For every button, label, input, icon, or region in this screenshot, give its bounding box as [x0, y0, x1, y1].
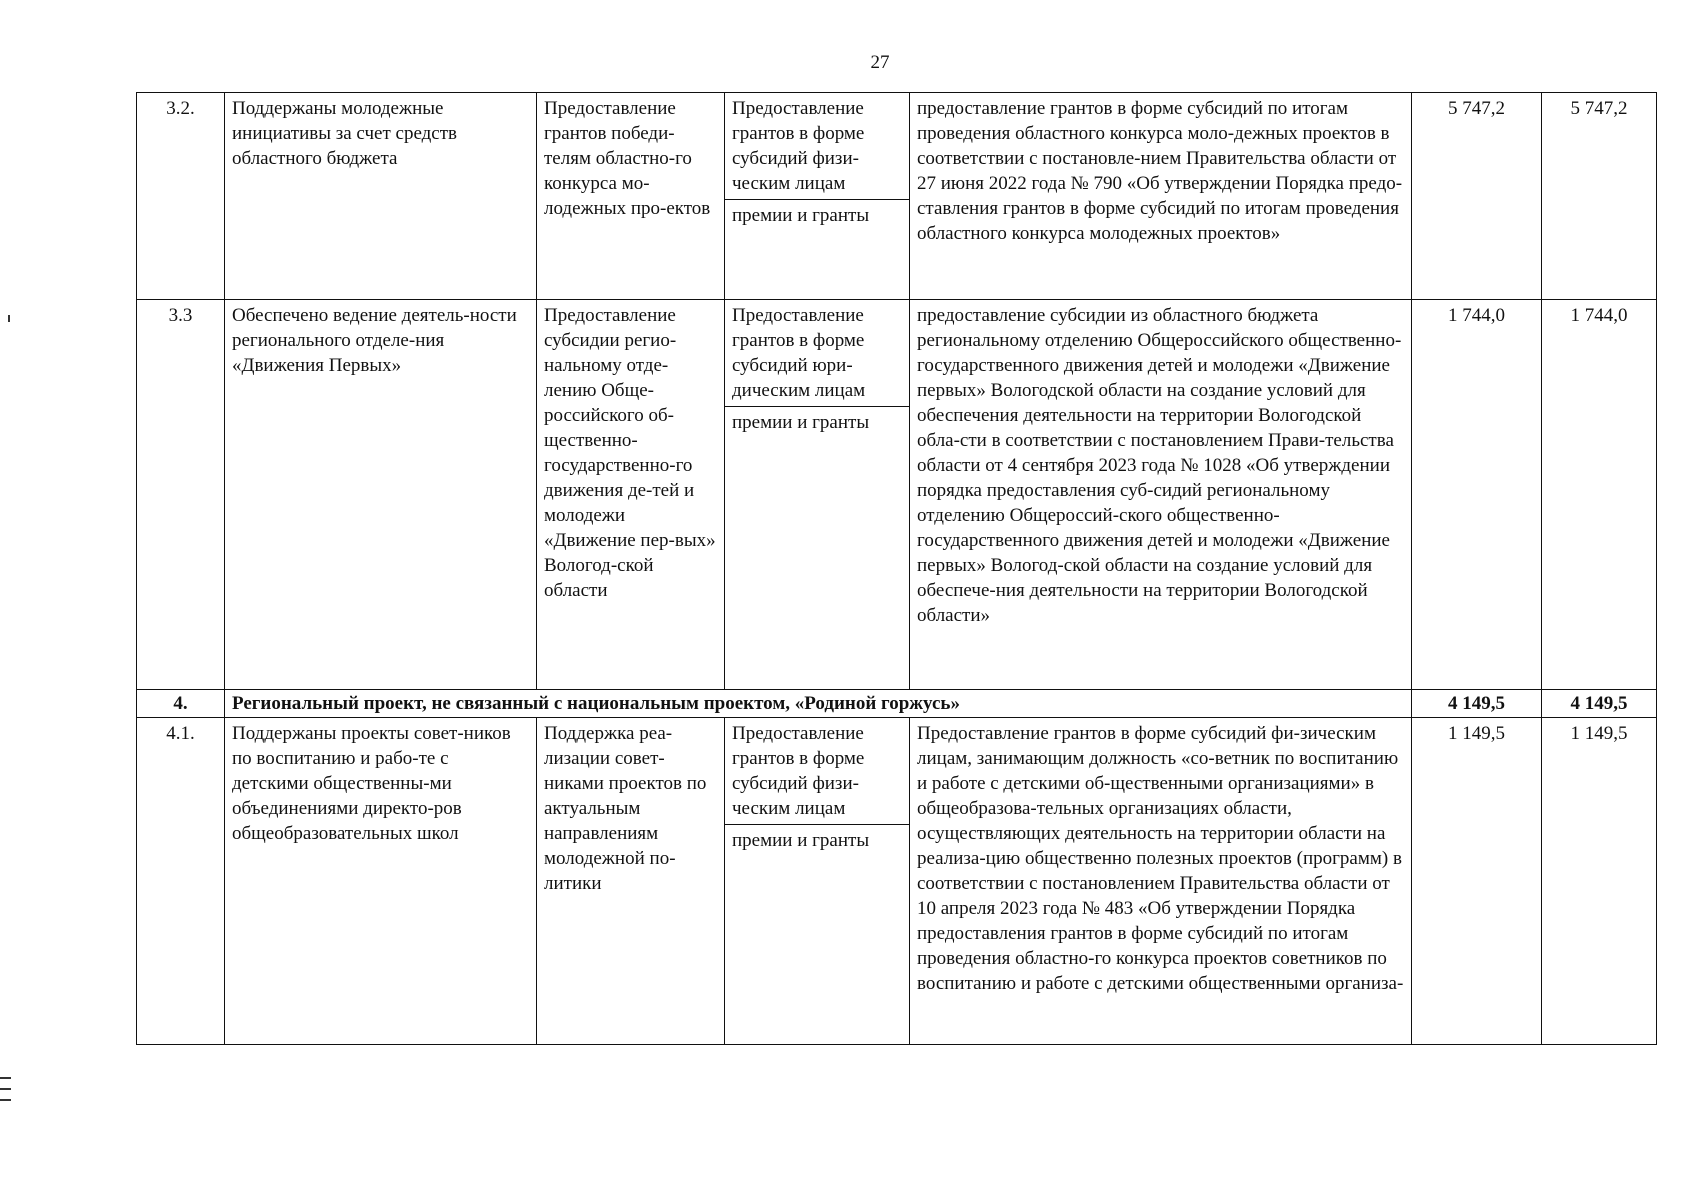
table-row	[137, 718, 1657, 1045]
measure-cell: Поддержка реа-лизации совет-никами проектов по актуальным направлениям молодежной по-литики	[537, 718, 725, 1045]
basis-cell: предоставление субсидии из областного бюджета региональному отделению Общероссийского общественно-государственного движения детей и молодежи «Движение первых» Вологодской области на создание условий для обеспечения деятельности на территории Вологодской обла-сти в соответствии с постановлением Прави-тельства области от 4 сентября 2023 года № 1028 «Об утверждении порядка предоставления суб-сидий региональному отделению Общероссий-ского общественно-государственного движения детей и молодежи «Движение первых» Вологод-ской области на создание условий для обеспече-ния деятельности на территории Вологодской области»	[910, 300, 1412, 690]
basis-cell: Предоставление грантов в форме субсидий фи-зическим лицам, занимающим должность «со-ветник по воспитанию и работе с детскими об-щественными организациями» в общеобразова-тельных организациях области, осуществляющих деятельность на территории области на реализа-цию общественно полезных проектов (программ) в соответствии с постановлением Правительства области от 10 апреля 2023 года № 483 «Об утверждении Порядка предоставления грантов в форме субсидий по итогам проведения областно-го конкурса проектов советников по воспитанию и работе с детскими общественными организа-	[910, 718, 1412, 1045]
expense-type-cell	[725, 93, 910, 300]
section-amount: 4 149,5	[1412, 690, 1542, 718]
expense-type-main: Предоставление грантов в форме субсидий юри-дическим лицам	[725, 300, 909, 407]
result-cell: Обеспечено ведение деятель-ности регионального отделе-ния «Движения Первых»	[225, 300, 537, 690]
expense-type-main: Предоставление грантов в форме субсидий физи-ческим лицам	[725, 93, 909, 200]
section-amount: 4 149,5	[1542, 690, 1657, 718]
measure-cell: Предоставление субсидии регио-нальному отде-лению Обще-российского об-щественно-государственно-го движения де-тей и молодежи «Движение пер-вых» Вологод-ской области	[537, 300, 725, 690]
margin-tick	[8, 315, 10, 322]
expense-type-main: Предоставление грантов в форме субсидий физи-ческим лицам	[725, 718, 909, 825]
section-title: Региональный проект, не связанный с национальным проектом, «Родиной горжусь»	[225, 690, 1412, 718]
amount-cell: 1 149,5	[1412, 718, 1542, 1045]
table-row	[137, 300, 1657, 690]
row-number: 3.2.	[137, 93, 225, 300]
table-row	[137, 93, 1657, 300]
result-cell: Поддержаны проекты совет-ников по воспитанию и рабо-те с детскими общественны-ми объединениями директо-ров общеобразовательных школ	[225, 718, 537, 1045]
expense-type-cell	[725, 300, 910, 690]
amount-cell: 1 744,0	[1412, 300, 1542, 690]
row-number: 4.1.	[137, 718, 225, 1045]
margin-tick	[0, 1077, 11, 1079]
margin-tick	[0, 1099, 11, 1101]
expense-type-sub: премии и гранты	[732, 412, 870, 433]
section-row	[137, 690, 1657, 718]
amount-cell: 1 744,0	[1542, 300, 1657, 690]
amount-cell: 5 747,2	[1542, 93, 1657, 300]
expense-type-sub: премии и гранты	[732, 205, 870, 226]
margin-tick	[0, 1088, 11, 1090]
expense-type-cell	[725, 718, 910, 1045]
section-number: 4.	[137, 690, 225, 718]
page-number: 27	[870, 52, 890, 73]
result-cell: Поддержаны молодежные инициативы за счет средств областного бюджета	[225, 93, 537, 300]
row-number: 3.3	[137, 300, 225, 690]
amount-cell: 5 747,2	[1412, 93, 1542, 300]
amount-cell: 1 149,5	[1542, 718, 1657, 1045]
measure-cell: Предоставление грантов победи-телям областно-го конкурса мо-лодежных про-ектов	[537, 93, 725, 300]
measures-table	[136, 92, 1657, 1045]
expense-type-sub: премии и гранты	[732, 830, 870, 851]
basis-cell: предоставление грантов в форме субсидий по итогам проведения областного конкурса моло-дежных проектов в соответствии с постановле-нием Правительства области от 27 июня 2022 года № 790 «Об утверждении Порядка предо-ставления грантов в форме субсидий по итогам проведения областного конкурса молодежных проектов»	[910, 93, 1412, 300]
